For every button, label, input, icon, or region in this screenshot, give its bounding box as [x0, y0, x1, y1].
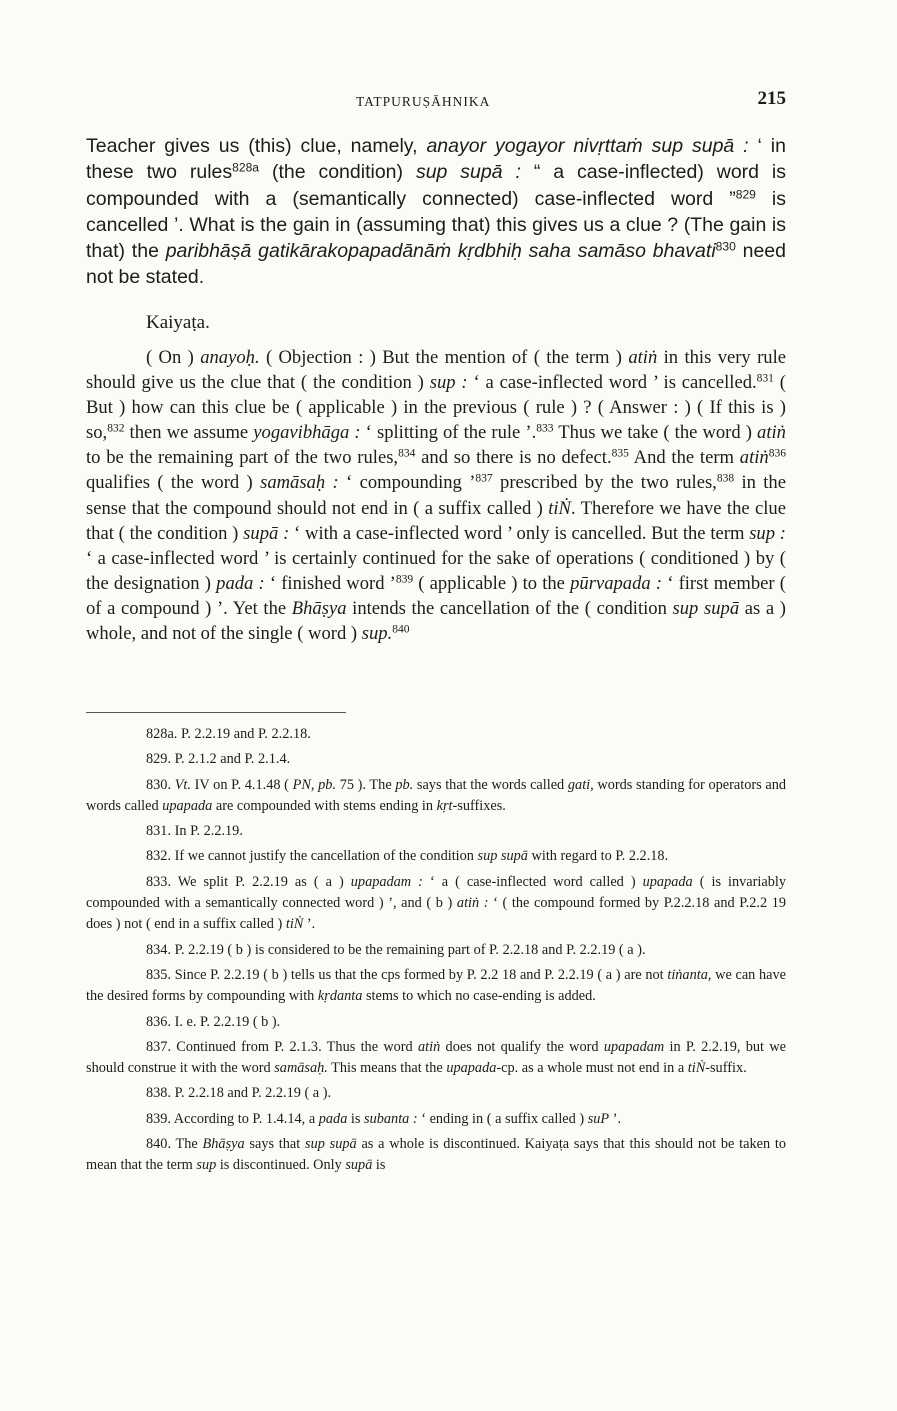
italic-term: pb. — [395, 776, 414, 793]
italic-term: Vt. — [174, 776, 191, 793]
footnote-ref: 833 — [536, 422, 554, 435]
footnote-ref: 836 — [768, 448, 786, 461]
italic-term: sup supā — [672, 597, 740, 619]
italic-term: supā — [345, 1157, 373, 1174]
footnote-ref: 831 — [756, 372, 774, 385]
text-run: are compounded with stems ending in — [212, 797, 437, 814]
page-number: 215 — [757, 88, 786, 109]
text-run: “ a case-inflected) word is compounded with a (semantically connected) case-inflected word ” — [86, 161, 786, 210]
text-run: ( applicable ) to the — [413, 572, 571, 594]
text-run: need not be stated. — [86, 240, 786, 289]
footnote — [86, 1037, 786, 1080]
text-run: (the condition) — [259, 161, 416, 184]
footnote-divider — [86, 712, 346, 713]
text-run: prescribed by the two rules, — [492, 472, 717, 494]
italic-term: sup : — [429, 372, 468, 394]
footnote — [86, 724, 786, 745]
text-run: 836. I. e. P. 2.2.19 ( b ). — [146, 1013, 281, 1030]
text-run: 828a. P. 2.2.19 and P. 2.2.18. — [146, 726, 311, 742]
italic-term: upapada — [446, 1060, 497, 1077]
text-run: ‘ with a case-inflected word ’ only is cancelled. But the term — [289, 522, 750, 544]
text-run: 831. In P. 2.2.19. — [146, 823, 243, 840]
section-heading: Kaiyaṭa. — [146, 312, 210, 333]
text-run: 830. — [146, 776, 175, 793]
italic-term: pada — [318, 1110, 348, 1127]
italic-term: gati, — [567, 776, 594, 793]
footnote-ref: 838 — [716, 473, 735, 486]
footnote-ref: 837 — [475, 473, 493, 486]
text-run: ‘ a case-inflected word ’ is certainly continued for the sake of operations ( conditioned ) by ( the designation ) — [86, 547, 786, 594]
italic-term: kṛt — [436, 797, 453, 814]
footnote — [86, 846, 786, 867]
footnote — [86, 1083, 786, 1104]
text-run: is — [372, 1157, 386, 1174]
text-run: ‘ in these two rules — [86, 135, 786, 184]
text-run: says that the words called — [413, 776, 568, 793]
text-run: is discontinued. Only — [216, 1157, 346, 1174]
italic-term: pada : — [216, 572, 265, 594]
text-run: 837. Continued from P. 2.1.3. Thus the word — [146, 1038, 419, 1055]
text-run: in the sense that the compound should not end in ( a suffix called ) — [86, 472, 786, 519]
italic-term: Bhāṣya — [291, 597, 347, 619]
italic-term: yogavibhāga : — [253, 422, 361, 444]
italic-term: kṛdanta — [317, 988, 363, 1005]
text-run: ‘ a case-inflected word ’ is cancelled. — [467, 372, 757, 394]
text-run: 838. P. 2.2.18 and P. 2.2.19 ( a ). — [146, 1085, 332, 1102]
text-run: Thus we take ( the word ) — [553, 422, 758, 444]
italic-term: atiṅ — [739, 447, 769, 469]
italic-term: tiṅanta, — [667, 966, 712, 983]
footnote-ref: 840 — [392, 623, 410, 636]
text-run: . Therefore we have the clue that ( the condition ) — [86, 497, 786, 544]
text-run: ‘ a ( case-inflected word called ) — [422, 873, 643, 890]
footnote — [86, 749, 786, 770]
text-run: This means that the — [327, 1060, 447, 1077]
text-run: 832. If we cannot justify the cancellation of the condition — [146, 848, 478, 865]
text-run: in P. 2.2.19, but we should construe it with the word — [86, 1038, 786, 1077]
italic-term: sup supā — [477, 848, 528, 865]
footnote — [86, 1109, 786, 1130]
italic-term: samāsaḥ. — [274, 1060, 328, 1077]
text-run: 834. P. 2.2.19 ( b ) is considered to be the remaining part of P. 2.2.18 and P. 2.2.19 ( a ). — [146, 941, 646, 958]
page-header — [86, 88, 786, 114]
text-run: ‘ ( the compound formed by P.2.2.18 and P.2.2 19 does ) not ( end in a suffix called ) — [86, 895, 787, 933]
text-run: IV on P. 4.1.48 ( — [190, 776, 293, 793]
footnote — [86, 940, 786, 961]
italic-term: subanta : — [364, 1110, 418, 1127]
italic-term: atiṅ — [418, 1038, 441, 1055]
text-run: 835. Since P. 2.2.19 ( b ) tells us that the cps formed by P. 2.2 18 and P. 2.2.19 ( a ) are not — [146, 966, 668, 983]
italic-term: sup supā — [305, 1136, 357, 1153]
italic-term: paribhāṣā gatikārakopapadānāṁ kṛdbhiḥ saha samāso bhavati — [165, 240, 716, 263]
italic-term: samāsaḥ : — [260, 472, 339, 494]
footnote — [86, 872, 786, 936]
footnote — [86, 965, 786, 1008]
text-run: in this very rule should give us the clue that ( the condition ) — [86, 347, 786, 394]
text-run: 839. According to P. 1.4.14, a — [146, 1110, 319, 1127]
running-title: TATPURUṢĀHNIKA — [356, 94, 491, 109]
italic-term: tiṄ — [285, 916, 304, 933]
italic-term: atiṅ : — [456, 895, 489, 912]
body-text — [86, 345, 786, 646]
italic-term: upapadam — [603, 1038, 665, 1055]
intro-paragraph — [86, 133, 786, 291]
text-run: qualifies ( the word ) — [86, 472, 261, 494]
text-run: with regard to P. 2.2.18. — [527, 848, 669, 865]
footnote — [86, 1134, 786, 1177]
footnote-ref: 834 — [398, 448, 416, 461]
italic-term: anayoḥ. — [200, 347, 260, 368]
text-run: is cancelled ’. What is the gain in (assuming that) this gives us a clue ? (The gain is that) the — [86, 187, 786, 263]
italic-term: atiṅ — [757, 422, 786, 444]
text-run: as a whole is discontinued. Kaiyaṭa says that this should not be taken to mean that the term — [86, 1136, 787, 1174]
text-run: does not qualify the word — [440, 1038, 604, 1055]
text-run: says that — [244, 1136, 306, 1153]
italic-term: sup — [196, 1157, 217, 1174]
footnote-ref: 830 — [715, 239, 736, 254]
text-run: -suffixes. — [452, 797, 506, 814]
italic-term: supā : — [243, 522, 290, 544]
text-run: to be the remaining part of the two rules, — [86, 447, 399, 469]
text-run: ( Objection : ) But the mention of ( the term ) — [259, 347, 629, 368]
text-run: we can have the desired forms by compounding with — [86, 966, 786, 1005]
footnote-ref: 832 — [107, 422, 125, 435]
italic-term: sup supā : — [415, 161, 521, 184]
footnote — [86, 821, 786, 842]
text-run: 829. P. 2.1.2 and P. 2.1.4. — [146, 751, 291, 768]
body-paragraph — [86, 345, 786, 646]
text-run: ( On ) — [146, 347, 201, 368]
italic-term: sup. — [361, 623, 393, 645]
footnotes — [86, 724, 786, 1181]
italic-term: Bhāṣya — [202, 1136, 245, 1153]
text-run: and so there is no defect. — [415, 447, 612, 469]
text-run: ‘ splitting of the rule ’. — [360, 422, 537, 444]
text-run: ( But ) how can this clue be ( applicable ) in the previous ( rule ) ? ( Answer : ) ( If this is ) so, — [86, 372, 786, 444]
text-run: And the term — [628, 447, 740, 469]
text-run: intends the cancellation of the ( condition — [346, 597, 673, 619]
text-run: ‘ first member ( of a compound ) ’. Yet the — [86, 572, 786, 619]
text-run: ’. — [609, 1110, 622, 1127]
text-run: ‘ compounding ’ — [338, 472, 476, 494]
italic-term: upapada — [642, 873, 693, 890]
text-run: as a ) whole, and not of the single ( word ) — [86, 597, 786, 645]
text-run: Teacher gives us (this) clue, namely, — [86, 135, 427, 157]
text-run: ‘ ending in ( a suffix called ) — [417, 1110, 588, 1127]
text-run: is — [347, 1110, 365, 1127]
footnote-ref: 835 — [611, 448, 629, 461]
text-run: words standing for operators and words called — [86, 776, 787, 814]
italic-term: tiṄ — [687, 1060, 706, 1077]
text-run: -suffix. — [705, 1060, 747, 1077]
text-run: ( is invariably compounded with a semantically connected word ) ’, and ( b ) — [86, 873, 787, 912]
footnote-ref: 839 — [395, 573, 414, 586]
text-run: ‘ finished word ’ — [264, 572, 396, 594]
italic-term: sup : — [749, 522, 786, 544]
italic-term: upapadam : — [350, 873, 423, 890]
text-run: then we assume — [124, 422, 254, 444]
italic-term: anayor yogayor nivṛttaṁ sup supā : — [426, 135, 749, 157]
text-run: 840. The — [146, 1136, 203, 1153]
text-run: -cp. as a whole must not end in a — [496, 1060, 688, 1077]
italic-term: PN, pb. — [292, 776, 337, 793]
footnote — [86, 775, 786, 818]
italic-term: upapada — [162, 797, 213, 814]
italic-term: suP — [587, 1110, 610, 1127]
italic-term: atiṅ — [628, 347, 658, 368]
text-run: 75 ). The — [336, 776, 396, 793]
italic-term: pūrvapada : — [570, 572, 663, 594]
text-run: ’. — [303, 916, 316, 933]
footnote-ref: 829 — [735, 186, 756, 201]
text-run: 833. We split P. 2.2.19 as ( a ) — [146, 873, 351, 890]
footnote-ref: 828a — [232, 160, 260, 175]
footnote — [86, 1012, 786, 1033]
text-run: stems to which no case-ending is added. — [362, 988, 596, 1005]
italic-term: tiṄ — [548, 497, 571, 519]
